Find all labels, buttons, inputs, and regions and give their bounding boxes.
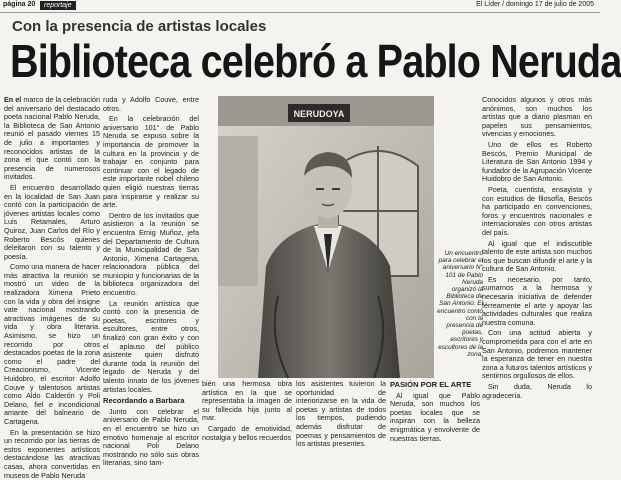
paragraph: El encuentro desarrollado en la localidad de San Juan contó con la participación de jóvenes artistas locales como Luis Retamales, Arturo Quiroz, Juan Carlos del Río y Roberto Bescós quienes deleitaron con su talento y poesía. xyxy=(4,182,100,261)
paragraph: En la presentación se hizo un recorrido por las tierras de estos exponentes artísticos destacándose las atractivas casas, ahora convertidas en museos de Pablo Neruda xyxy=(4,427,100,480)
paragraph: bién una hermosa obra artística en la que se representaba la imagen de su fallecida hija junto al mar. xyxy=(202,379,292,423)
subheading: PASIÓN POR EL ARTE xyxy=(390,380,472,389)
paragraph: Al igual que Pablo Neruda, son muchos los poetas locales que se inspiran con la belleza enigmática y envolvente de nuestras tierras. xyxy=(390,390,480,443)
paragraph: Al igual que el indiscutible talento de este artista son muchos los que buscan difundir el arte y la cultura de San Antonio. xyxy=(482,238,592,274)
article-column-4 xyxy=(296,379,386,449)
headline: Biblioteca celebró a Pablo Neruda xyxy=(10,35,621,87)
page-number: página 20 xyxy=(3,1,36,8)
paragraph: los asistentes tuvieron la oportunidad de interiorizarse en la vida de poetas y artistas de todos los tiempos, pudiendo además disfrutar de poemas y pensamientos de los artistas presentes. xyxy=(296,379,386,449)
article-column-6 xyxy=(482,96,592,440)
section-tag: reportaje xyxy=(40,1,76,10)
photo-illustration xyxy=(218,96,434,378)
paragraph: Dentro de los invitados que asistieron a la reunión se encuentra Ernig Muñoz, jefa del Departamento de Cultura de la Municipalidad de San Antonio, Ximena Cartagena, relacionadora pública del municipio y funcionarias de la biblioteca organizadora del encuentro. xyxy=(103,210,199,298)
paragraph: La reunión artística que contó con la presencia de poetas, escritores y escultores, entre otros, finalizó con gran éxito y con el aplauso del público asistente quien disfrutó durante toda la reunión del legado de Neruda y del talento innato de los jóvenes artistas locales. xyxy=(103,298,199,394)
paragraph xyxy=(4,96,100,182)
article-column-2 xyxy=(103,95,199,468)
paragraph: Conocidos algunos y otros más anónimos, son muchos los artistas que a diario plasman en papeles sus pensamientos, vivencias y emociones. xyxy=(482,95,592,139)
paragraph: Poeta, cuentista, ensayista y con estudios de filosofía, Bescós ha participado en convenciones, foros y encuentros nacionales e internacionales con otros artistas del país. xyxy=(482,184,592,237)
photo-caption: Un encuentro para celebrar el aniversario N° 101 de Pablo Neruda organizó la Biblioteca de San Antonio. El encuentro contó con la presencia de poetas, escritores y escultores de la zona. xyxy=(437,250,483,358)
subheading: Recordando a Barbara xyxy=(103,396,185,406)
page-header-bar xyxy=(0,0,600,13)
paragraph: Es necesario, por tanto, sumarnos a la hermosa y necesaria iniciativa de defender férreamente el arte y apoyar las actividades culturales que realiza nuestra comuna. xyxy=(482,274,592,327)
paragraph: Con una actitud abierta y comprometida para con el arte en San Antonio, podremos mantener la esperanza de tener en nuestra zona a futuros talentos artísticos y sentirnos orgullosos de ellos. xyxy=(482,328,592,381)
paragraph: En la celebración del aniversario 101° de Pablo Neruda se expuso sobre la importancia de promover la cultura en la provincia y de trabajar en conjunto para continuar con el legado de este importante nobel chileno quien eligió nuestras tierras para inspirarse y realizar su arte. xyxy=(103,114,199,210)
paragraph: Uno de ellos es Roberto Bescós, Premio Municipal de Literatura de San Antonio 1994 y fundador de la Agrupación Vicente Huidobro de San Antonio. xyxy=(482,139,592,184)
article-column-1 xyxy=(4,95,100,480)
paragraph: Junto con celebrar el aniversario de Pablo Neruda, en el encuentro se hizo un emotivo homenaje al escritor nacional Poli Delano mostrando no sólo sus obras literarias, sino tam- xyxy=(103,406,199,468)
paragraph-text: marco de la celebración del aniversario del destacado poeta nacional Pablo Neruda, la Biblioteca de San Antonio reunió el pasado viernes 15 de julio a importantes y reconocidos artistas de la zona el que contó con la presencia de numerosos invitados. xyxy=(4,95,100,182)
street-sign-text: NERUDOYA xyxy=(293,109,345,119)
kicker: Con la presencia de artistas locales xyxy=(12,18,267,35)
paragraph: Sin duda, Neruda lo agradecería. xyxy=(482,382,592,400)
article-column-5 xyxy=(390,378,480,442)
paragraph: Como una manera de hacer más atractiva la reunión se mostró un video de la realizadora Ximena Prieto con la vida y obra del insigne vate nacional mostrando atractivas imágenes de su vida y obra literaria. Asimismo, se hizo un recorrido por otros destacados poetas de la zona como el padre del Creacionismo, Vicente Huidobro, el escritor Adolfo Couve y talentosos artistas como Aldo Calderón y Poli Delano, fiel e incondicional amante del balneario de Cartagena. xyxy=(4,262,100,426)
paragraph: ruda y Adolfo Couve, entre otros. xyxy=(103,95,199,113)
paragraph: Cargado de emotividad, nostalgia y bellos recuerdos xyxy=(202,423,292,442)
issue-date: El Líder / domingo 17 de julio de 2005 xyxy=(476,1,594,8)
lead-in: En el xyxy=(4,95,22,104)
article-column-3 xyxy=(202,380,292,442)
neruda-photo xyxy=(218,96,434,378)
